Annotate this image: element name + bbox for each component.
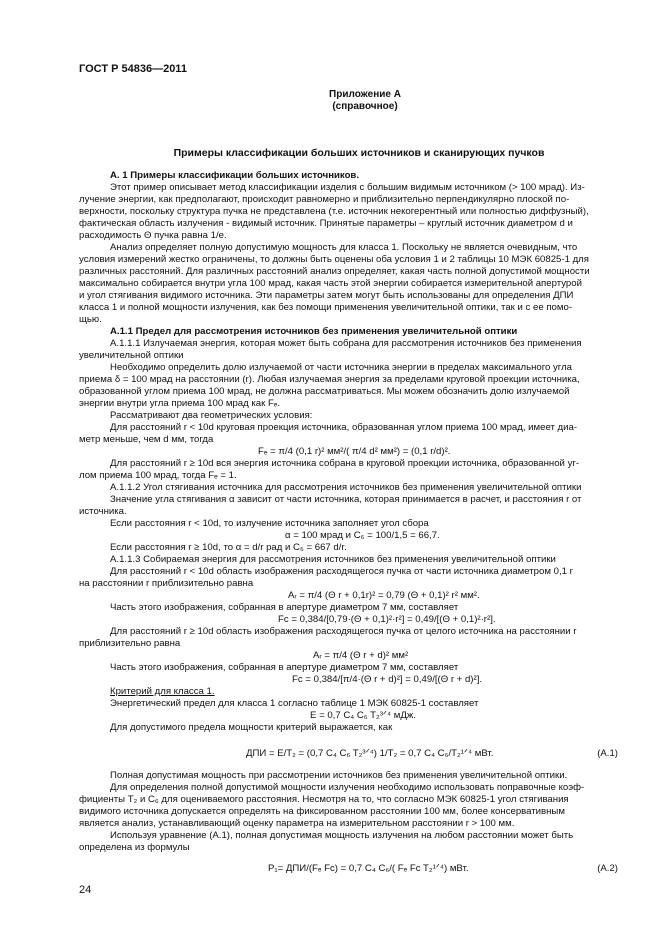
text-line: Полная допустимая мощность при рассмотрении источников без применения увеличительной оптики. xyxy=(110,770,568,781)
equation-number-a1: (А.1) xyxy=(597,748,618,759)
section-a11-heading: А.1.1 Предел для рассмотрения источников без применения увеличительной оптики xyxy=(110,326,518,337)
formula-ar-1: Aᵣ = π/4 (Θ r + 0,1r)² = 0,79 (Θ + 0,1)² r² мм². xyxy=(288,590,480,601)
text-line: Для расстояний r < 10d круговая проекция источника, образованная углом приема 100 мрад, имеет диа- xyxy=(110,422,578,433)
text-line: максимально собирается внутри угла 100 мрад, какая часть этой энергии собирается измерительной апертурой xyxy=(79,278,582,289)
text-line: условия измерений жестко ограничены, то должны быть оценены оба условия 1 и 2 таблицы 10 МЭК 60825-1 для xyxy=(79,254,589,265)
text-line: Часть этого изображения, собранная в апертуре диаметром 7 мм, составляет xyxy=(110,662,459,673)
text-line: А.1.1.3 Собираемая энергия для рассмотрения источников без применения увеличительной оптики xyxy=(110,554,556,565)
formula-ar-2: Aᵣ = π/4 (Θ r + d)² мм² xyxy=(313,650,409,661)
document-title: Примеры классификации больших источников и сканирующих пучков xyxy=(173,147,545,159)
text-line: Если расстояния r ≥ 10d, то α = d/r рад и C₆ = 667 d/r. xyxy=(110,542,347,553)
text-line: Для расстояний r ≥ 10d область изображения расходящегося пучка от целого источника на расстоянии r xyxy=(110,626,577,637)
text-line: Значение угла стягивания α зависит от части источника, которая принимается в расчет, и расстояния r от xyxy=(110,494,582,505)
text-line: расходимость Θ пучка равна 1/е. xyxy=(79,230,227,241)
text-line: Если расстояния r < 10d, то излучение источника заполняет угол сбора xyxy=(110,518,429,529)
text-line: лом приема 100 мрад, тогда Fₑ = 1. xyxy=(79,470,237,481)
text-line: Используя уравнение (А.1), полная допустимая мощность излучения на любом расстоянии может быть xyxy=(110,830,574,841)
text-line: Для расстояний r ≥ 10d вся энергия источника собрана в круговой проекции источника, образованной уг- xyxy=(110,458,580,469)
text-line: Для допустимого предела мощности критерий выражается, как xyxy=(110,722,393,733)
formula-a1: ДПИ = E/T₂ = (0,7 C₄ C₆ T₂³ᐟ⁴) 1/T₂ = 0,7 C₄ C₆/T₂¹ᐟ⁴ мВт. xyxy=(246,748,494,759)
text-line: класса 1 и полной мощности излучения, как без помощи применения увеличительной оптики, так и с ее помо- xyxy=(79,302,573,313)
text-line: Анализ определяет полную допустимую мощность для класса 1. Поскольку не является очевидным, что xyxy=(110,242,578,253)
text-line: приема δ = 100 мрад на расстоянии (r). Любая излучаемая энергия за пределами круговой проекции источника, xyxy=(79,374,580,385)
text-line: определена из формулы xyxy=(79,842,190,853)
text-line: метр меньше, чем d мм, тогда xyxy=(79,434,214,445)
text-line: верхности, поскольку структура пучка не представлена (т.е. источник некогерентный или полностью диффузный), xyxy=(79,206,589,217)
text-line: видимого источника допускается определять на фиксированном расстоянии 100 мм, более консервативным xyxy=(79,806,565,817)
text-line: Энергетический предел для класса 1 согласно таблице 1 МЭК 60825-1 составляет xyxy=(110,698,479,709)
equation-number-a2: (А.2) xyxy=(597,863,618,874)
page-number: 24 xyxy=(79,884,92,896)
formula-fc-2: Fc = 0,384/[π/4·(Θ r + d)²] = 0,49/[(Θ r + d)²]. xyxy=(292,674,483,685)
text-line: фактическая область излучения - видимый источник. Принятые параметры – круглый источник диаметром d и xyxy=(79,218,573,229)
text-line: Часть этого изображения, собранная в апертуре диаметром 7 мм, составляет xyxy=(110,602,459,613)
text-line: на расстоянии r приблизительно равна xyxy=(79,578,254,589)
formula-energy-limit: E = 0,7 C₄ C₆ T₂³ᐟ⁴ мДж. xyxy=(310,710,416,721)
criterion-class1-heading: Критерий для класса 1. xyxy=(110,686,215,697)
text-line: увеличительной оптики xyxy=(79,350,184,361)
text-line: Необходимо определить долю излучаемой от части источника энергии в пределах максимального угла xyxy=(110,362,573,373)
text-line: А.1.1.2 Угол стягивания источника для рассмотрения источников без применения увеличительной оптики xyxy=(110,482,582,493)
text-line: Для расстояний r < 10d область изображения расходящегося пучка от части источника диаметром 0,1 r xyxy=(110,566,573,577)
text-line: образованной углом приема 100 мрад, не должна рассматриваться. Мы можем обозначить долю излучаемой xyxy=(79,386,570,397)
formula-alpha: α = 100 мрад и C₆ = 100/1,5 = 66,7. xyxy=(285,530,440,541)
formula-fe: Fₑ = π/4 (0,1 r)² мм²/( π/4 d² мм²) = (0,1 r/d)². xyxy=(258,446,451,457)
text-line: щью. xyxy=(79,314,102,325)
standard-header: ГОСТ Р 54836—2011 xyxy=(79,63,187,75)
text-line: Рассматривают два геометрических условия: xyxy=(110,410,313,421)
text-line: Для определения полной допустимой мощности излучения необходимо использовать поправочные коэф- xyxy=(110,782,585,793)
text-line: и угол стягивания видимого источника. Эти параметры затем могут быть использованы для определения ДПИ xyxy=(79,290,574,301)
text-line: приблизительно равна xyxy=(79,638,181,649)
formula-a2: P₁= ДПИ/(Fₑ Fc) = 0,7 C₄ C₆/( Fₑ Fc T₂¹ᐟ⁴) мВт. xyxy=(268,863,469,874)
appendix-title: Приложение А xyxy=(329,89,401,100)
text-line: А.1.1.1 Излучаемая энергия, которая может быть собрана для рассмотрения источников без применения xyxy=(110,338,582,349)
text-line: фициенты T₂ и C₆ для оцениваемого расстояния. Несмотря на то, что согласно МЭК 60825-1 угол стягивания xyxy=(79,794,569,805)
text-line: лучение энергии, как предполагают, происходит равномерно и приблизительно перпендикулярно плоской по- xyxy=(79,194,570,205)
text-line: Этот пример описывает метод классификации изделия с большим видимым источником (> 100 мрад). Из- xyxy=(110,182,585,193)
text-line: источника. xyxy=(79,506,127,517)
appendix-note: (справочное) xyxy=(332,101,398,112)
formula-fc-1: Fc = 0,384/[0,79·(Θ + 0,1)²·r²] = 0,49/[(Θ + 0,1)²·r²]. xyxy=(278,614,496,625)
text-line: является анализ, устанавливающий оценку параметра на измерительном расстоянии r > 100 мм. xyxy=(79,818,515,829)
text-line: различных расстояний. Для различных расстояний анализ определяет, какая часть полной допустимой мощности xyxy=(79,266,590,277)
section-a1-heading: А. 1 Примеры классификации больших источников. xyxy=(110,170,359,181)
text-line: энергии внутри угла приема 100 мрад как Fₑ. xyxy=(79,398,281,409)
